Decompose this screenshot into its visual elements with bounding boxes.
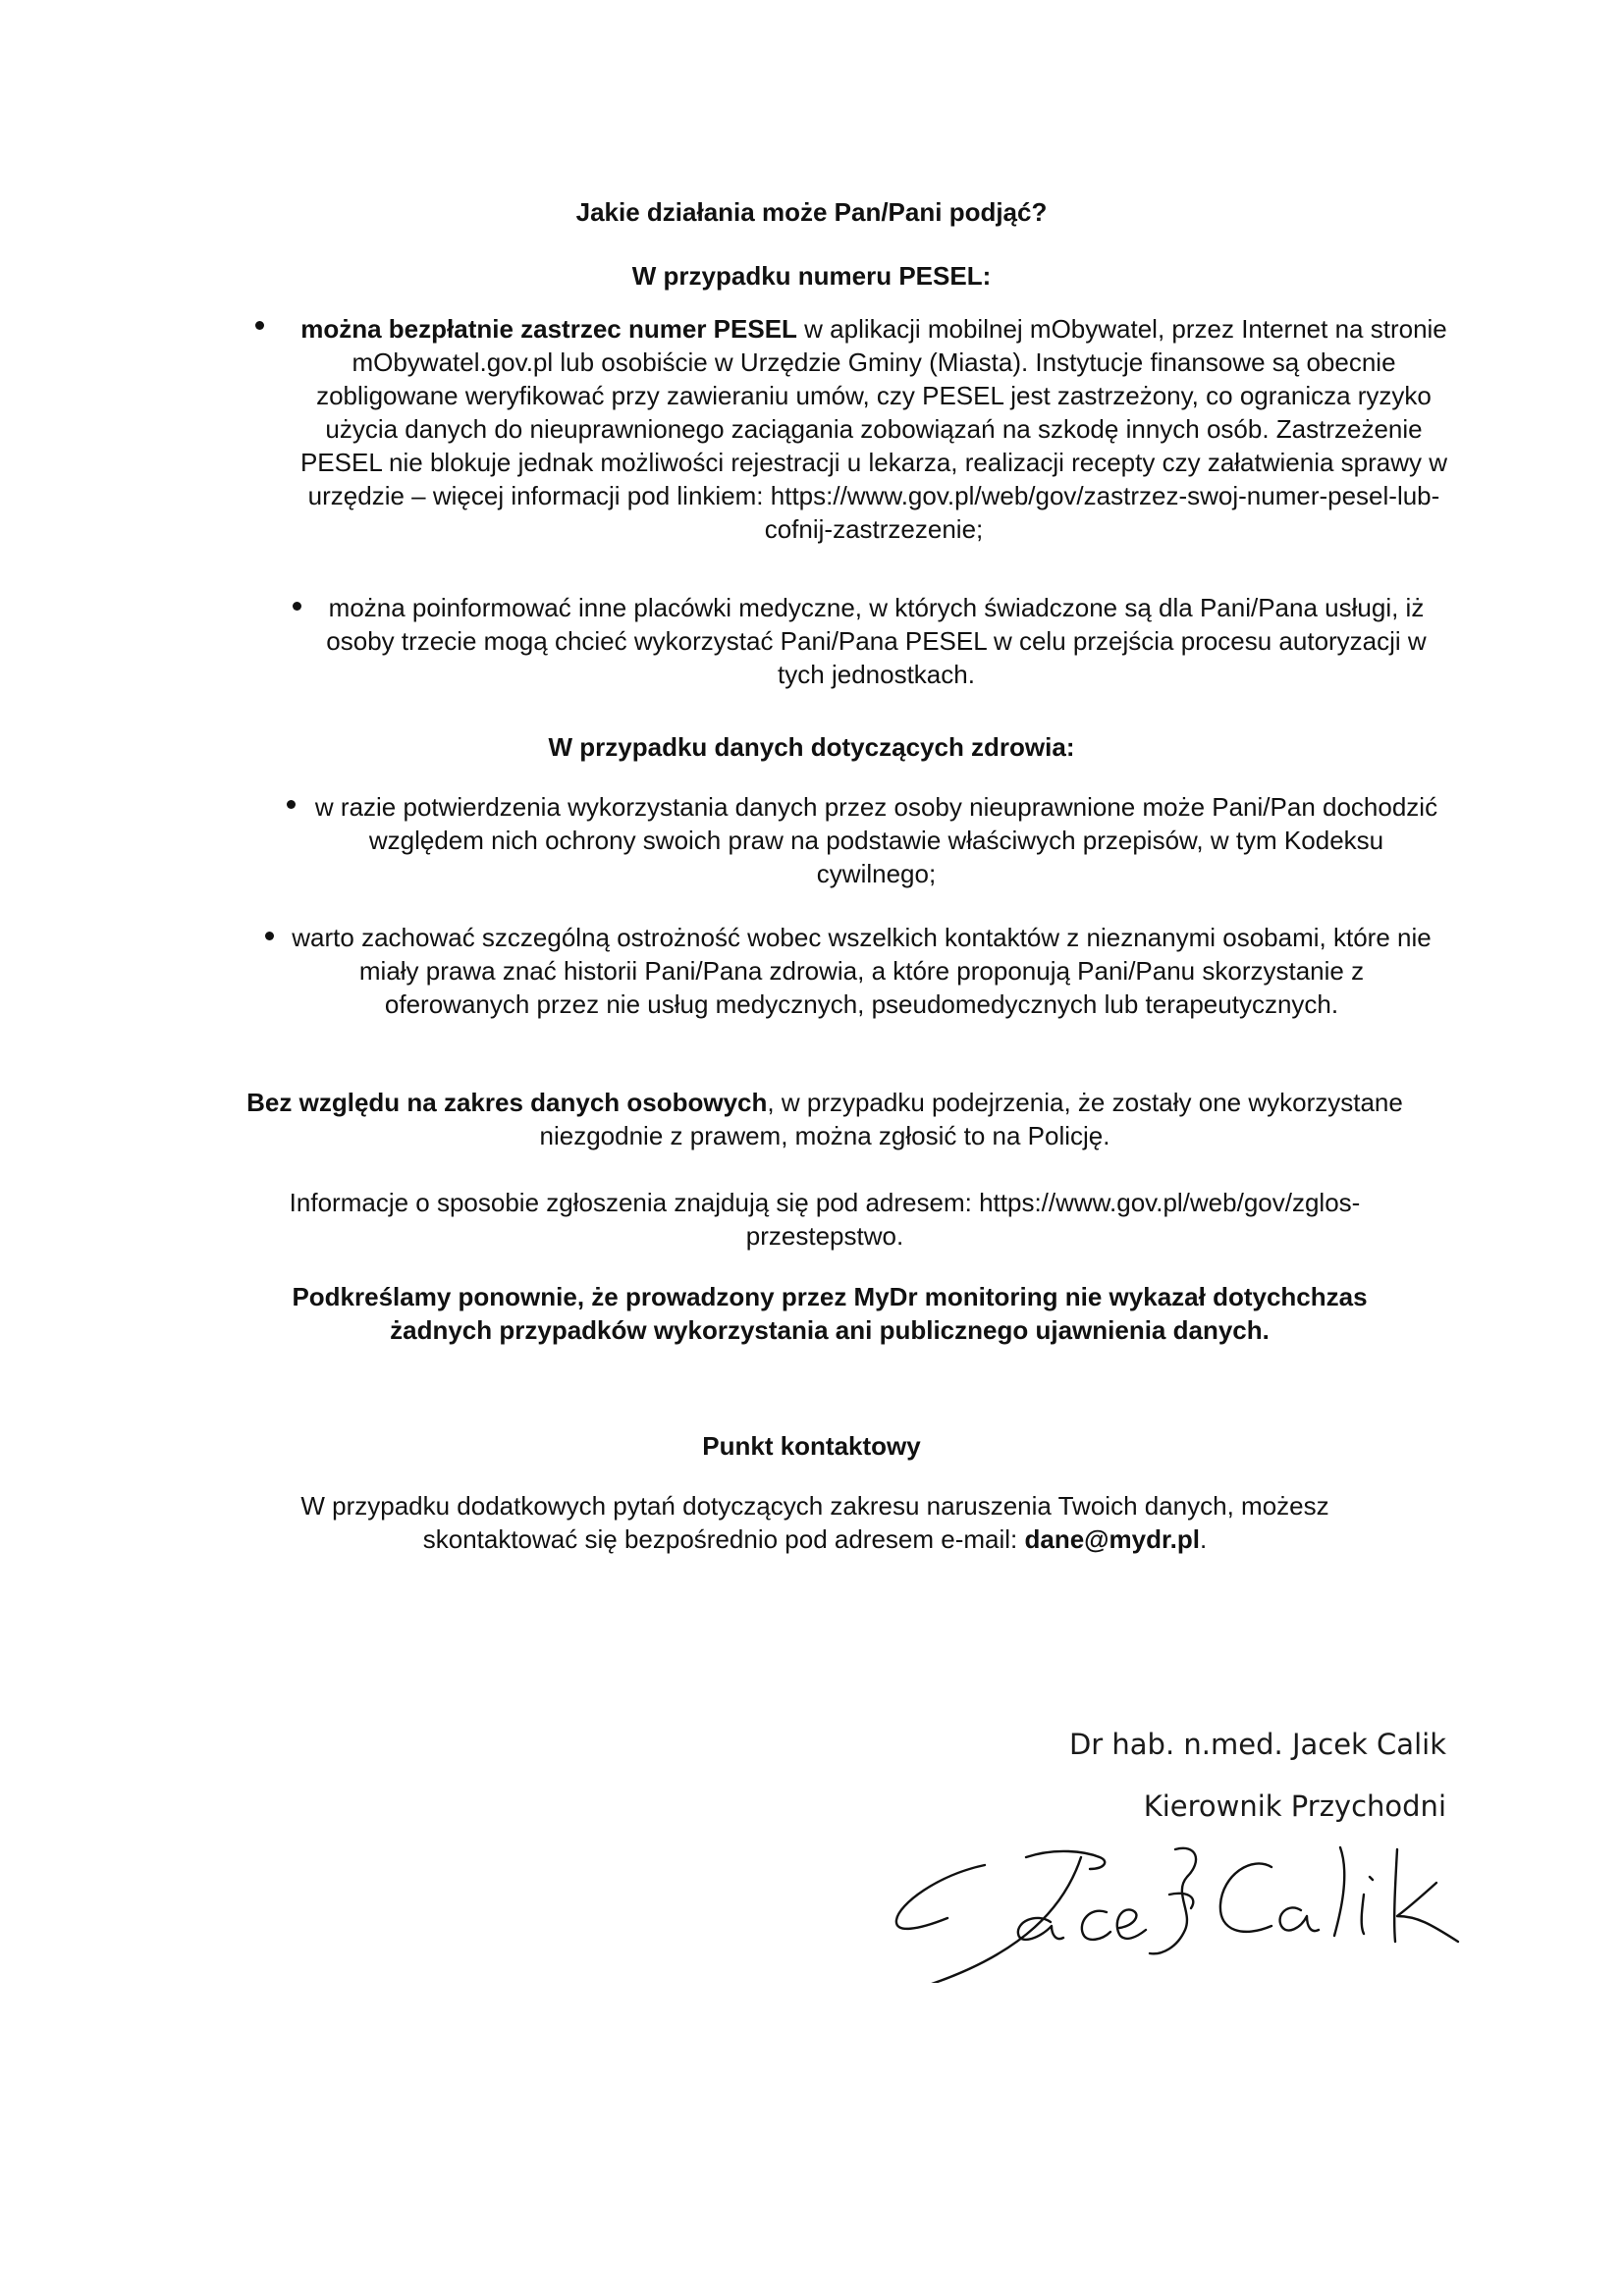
contact-heading: Punkt kontaktowy <box>702 1431 921 1461</box>
police-paragraph <box>196 1086 1453 1152</box>
report-info-paragraph: Informacje o sposobie zgłoszenia znajdują się pod adresem: https://www.gov.pl/web/gov/zglos-przestepstwo. <box>289 1188 1361 1251</box>
police-paragraph-lead: Bez względu na zakres danych osobowych <box>246 1088 768 1117</box>
pesel-section-heading: W przypadku numeru PESEL: <box>631 261 992 291</box>
pesel-bullet-2-text: można poinformować inne placówki medyczne, w których świadczone są dla Pani/Pana usługi, iż osoby trzecie mogą chcieć wykorzystać Pani/Pana PESEL w celu przejścia procesu autoryzacji w tych jednostkach. <box>326 593 1427 689</box>
bullet-dot <box>287 800 296 809</box>
pesel-bullet-2 <box>314 591 1438 691</box>
handwritten-signature <box>879 1836 1507 1983</box>
bullet-dot <box>265 932 274 940</box>
police-paragraph-text: , w przypadku podejrzenia, że zostały one wykorzystane niezgodnie z prawem, można zgłosić to na Policję. <box>539 1088 1403 1150</box>
contact-text: W przypadku dodatkowych pytań dotyczących zakresu naruszenia Twoich danych, możesz skontaktować się bezpośrednio pod adresem e-mail: <box>300 1491 1329 1554</box>
health-bullet-2-text: warto zachować szczególną ostrożność wobec wszelkich kontaktów z nieznanymi osobami, które nie miały prawa znać historii Pani/Pana zdrowia, a które proponują Pani/Panu skorzystanie z oferowanych przez nie usług medycznych, pseudomedycznych lub terapeutycznych. <box>292 923 1432 1019</box>
pesel-bullet-1-lead: można bezpłatnie zastrzec numer PESEL <box>300 314 797 344</box>
health-bullet-2 <box>285 921 1438 1021</box>
contact-end: . <box>1200 1524 1208 1554</box>
health-bullet-1-text: w razie potwierdzenia wykorzystania danych przez osoby nieuprawnione może Pani/Pan dochodzić względem nich ochrony swoich praw na podstawie właściwych przepisów, w tym Kodeksu cywilnego; <box>314 792 1438 888</box>
pesel-bullet-1-text: w aplikacji mobilnej mObywatel, przez Internet na stronie mObywatel.gov.pl lub osobiście w Urzędzie Gminy (Miasta). Instytucje finansowe są obecnie zobligowane weryfikować przy zawieraniu umów, czy PESEL jest zastrzeżony, co ogranicza ryzyko użycia danych do nieuprawnionego zaciągania zobowiązań na szkodę innych osób. Zastrzeżenie PESEL nie blokuje jednak możliwości rejestracji u lekarza, realizacji recepty czy załatwienia sprawy w urzędzie – więcej informacji pod linkiem: https://www.gov.pl/web/gov/zastrzez-swoj-numer-pesel-lub-cofnij-zastrzezenie; <box>299 314 1448 544</box>
bullet-dot <box>293 602 301 611</box>
contact-email: dane@mydr.pl <box>1024 1524 1201 1554</box>
emphasis-paragraph: Podkreślamy ponownie, że prowadzony przez MyDr monitoring nie wykazał dotychchzas żadnych przypadków wykorzystania ani publicznego ujawnienia danych. <box>292 1282 1368 1345</box>
health-bullet-1 <box>309 790 1443 890</box>
health-section-heading: W przypadku danych dotyczących zdrowia: <box>548 732 1075 762</box>
bullet-dot <box>255 321 264 330</box>
signatory-title: Kierownik Przychodni <box>1143 1789 1446 1823</box>
pesel-bullet-1 <box>285 312 1463 546</box>
contact-paragraph <box>255 1489 1375 1556</box>
signatory-name: Dr hab. n.med. Jacek Calik <box>1068 1728 1446 1761</box>
actions-heading: Jakie działania może Pan/Pani podjąć? <box>575 197 1048 227</box>
